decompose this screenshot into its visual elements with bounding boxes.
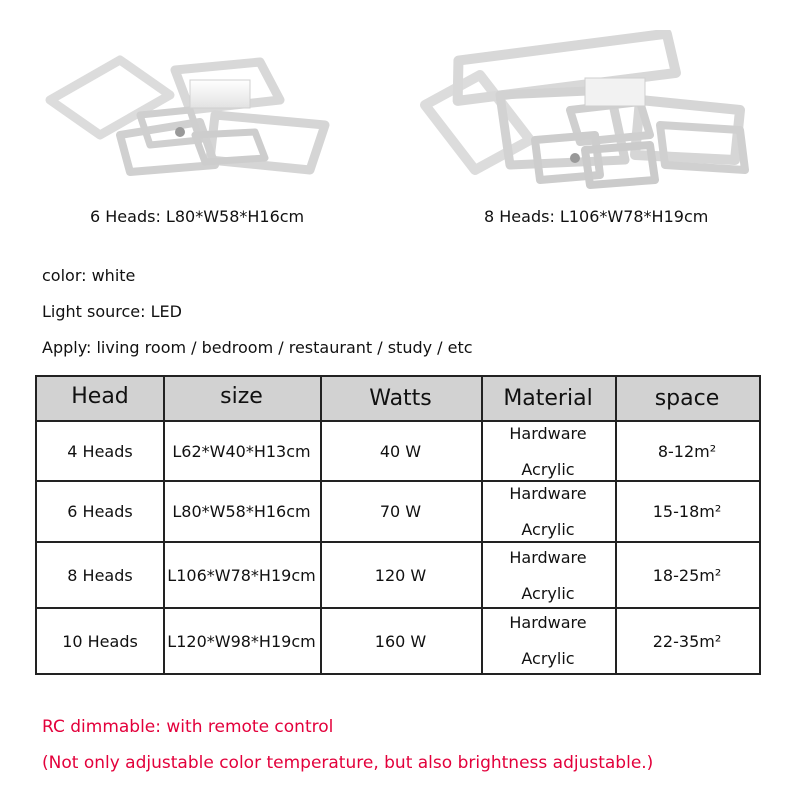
table-cell-material-2: Acrylic (521, 584, 575, 603)
table-cell-space: 22-35m² (652, 631, 722, 651)
caption-8-heads: 8 Heads: L106*W78*H19cm (484, 207, 709, 226)
header-space: space (654, 386, 720, 411)
table-cell-watts: 40 W (379, 441, 422, 461)
table-cell-head: 6 Heads (67, 502, 133, 521)
header-head: Head (71, 384, 129, 409)
spec-light-source: Light source: LED (42, 302, 182, 321)
header-material: Material (503, 386, 593, 411)
table-cell-size: L120*W98*H19cm (167, 631, 316, 651)
table-cell-size: L80*W58*H16cm (172, 502, 311, 521)
lamp-image-6-heads (40, 40, 340, 180)
table-cell-space: 15-18m² (652, 502, 722, 521)
caption-6-heads: 6 Heads: L80*W58*H16cm (90, 207, 305, 226)
table-cell-space: 18-25m² (652, 565, 722, 585)
spec-color: color: white (42, 266, 136, 285)
table-cell-material-2: Acrylic (521, 460, 575, 479)
table-cell-head: 4 Heads (67, 441, 133, 461)
table-cell-material-1: Hardware (509, 424, 587, 443)
note-rc-dimmable: RC dimmable: with remote control (42, 717, 334, 737)
spec-table (35, 375, 761, 675)
table-cell-space: 8-12m² (657, 441, 717, 461)
table-cell-material-2: Acrylic (521, 649, 575, 668)
table-cell-size: L62*W40*H13cm (172, 441, 311, 461)
table-cell-watts: 70 W (379, 502, 422, 521)
table-cell-size: L106*W78*H19cm (167, 565, 316, 585)
table-cell-watts: 120 W (374, 565, 427, 585)
table-cell-head: 8 Heads (67, 565, 133, 585)
lamp-image-8-heads (410, 30, 780, 200)
table-header-row (37, 377, 759, 422)
header-watts: Watts (369, 386, 432, 411)
table-cell-material-1: Hardware (509, 484, 587, 503)
table-cell-head: 10 Heads (62, 631, 138, 651)
note-adjustable: (Not only adjustable color temperature, but also brightness adjustable.) (42, 753, 654, 773)
table-cell-watts: 160 W (374, 631, 427, 651)
table-cell-material-1: Hardware (509, 613, 587, 632)
spec-apply: Apply: living room / bedroom / restaurant / study / etc (42, 338, 473, 357)
table-cell-material-2: Acrylic (521, 520, 575, 539)
header-size: size (220, 384, 263, 409)
table-cell-material-1: Hardware (509, 548, 587, 567)
